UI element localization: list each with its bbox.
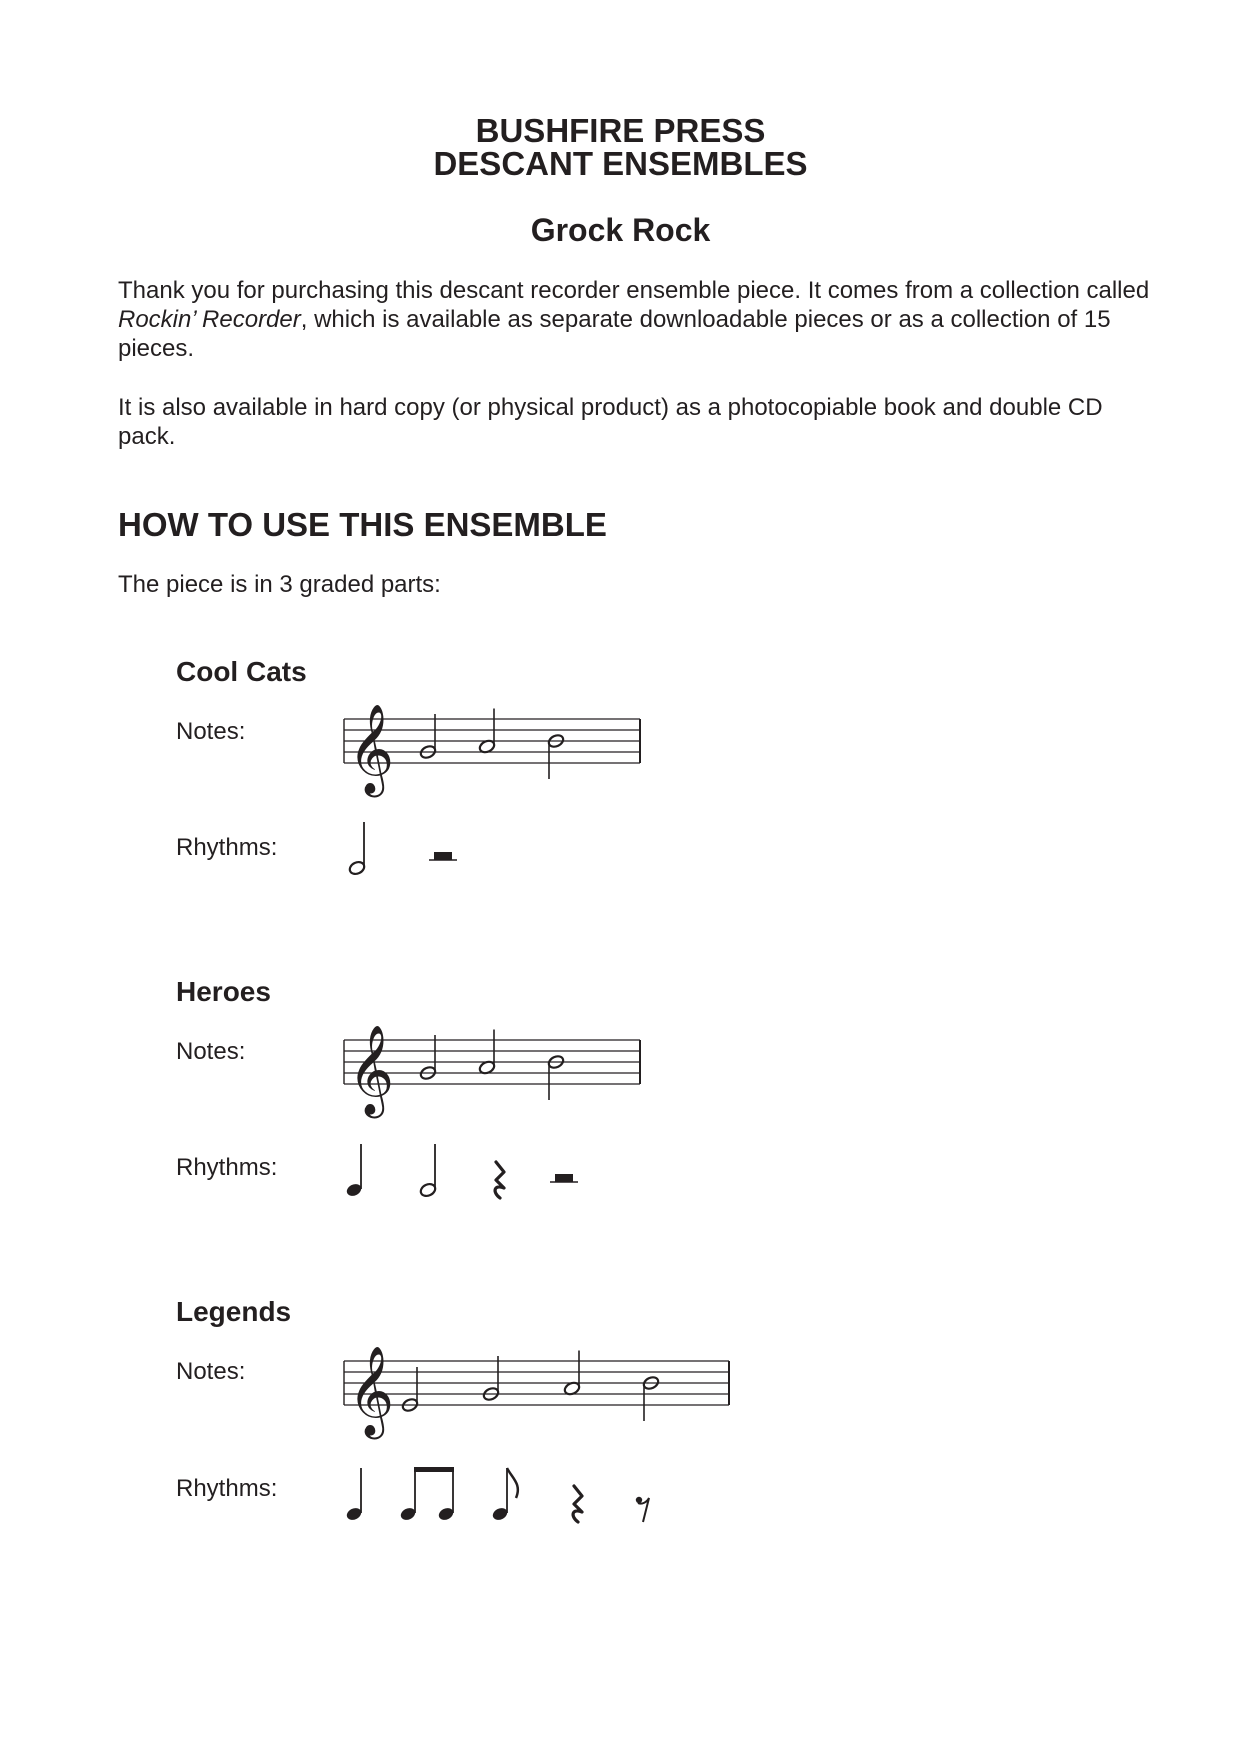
rhythms-label: Rhythms: bbox=[176, 1475, 278, 1502]
section-lead: The piece is in 3 graded parts: bbox=[118, 571, 441, 598]
treble-clef-icon: 𝄞 bbox=[348, 1025, 395, 1115]
notes-label: Notes: bbox=[176, 1358, 246, 1385]
quarter-rest-icon bbox=[573, 1486, 582, 1522]
collection-name: Rockin’ Recorder bbox=[118, 306, 301, 333]
part-title-legends: Legends bbox=[176, 1296, 292, 1327]
eighth-rest-icon bbox=[636, 1497, 649, 1522]
part-title-heroes: Heroes bbox=[176, 976, 271, 1007]
beamed-eighth-notes-icon bbox=[399, 1467, 455, 1522]
part-title-cool-cats: Cool Cats bbox=[176, 656, 307, 687]
piece-title: Grock Rock bbox=[530, 212, 711, 248]
section-heading: HOW TO USE THIS ENSEMBLE bbox=[118, 506, 607, 543]
rhythms-label: Rhythms: bbox=[176, 834, 278, 861]
publisher-title: BUSHFIRE PRESS bbox=[475, 112, 766, 149]
notes-label: Notes: bbox=[176, 718, 246, 745]
notes-label: Notes: bbox=[176, 1038, 246, 1065]
rhythms-label: Rhythms: bbox=[176, 1154, 278, 1181]
quarter-note-icon bbox=[345, 1468, 363, 1522]
intro-text-b: , which is available as separate downloadable pieces or as a collection of 15 pieces. bbox=[118, 306, 1111, 362]
intro-text-a: Thank you for purchasing this descant recorder ensemble piece. It comes from a collection called bbox=[118, 277, 1150, 304]
series-title: DESCANT ENSEMBLES bbox=[433, 145, 808, 182]
treble-clef-icon: 𝄞 bbox=[348, 704, 395, 794]
intro-paragraph-2: It is also available in hard copy (or physical product) as a photocopiable book and double CD pack. bbox=[118, 394, 1103, 450]
eighth-note-icon bbox=[491, 1468, 518, 1522]
treble-clef-icon: 𝄞 bbox=[348, 1346, 395, 1436]
